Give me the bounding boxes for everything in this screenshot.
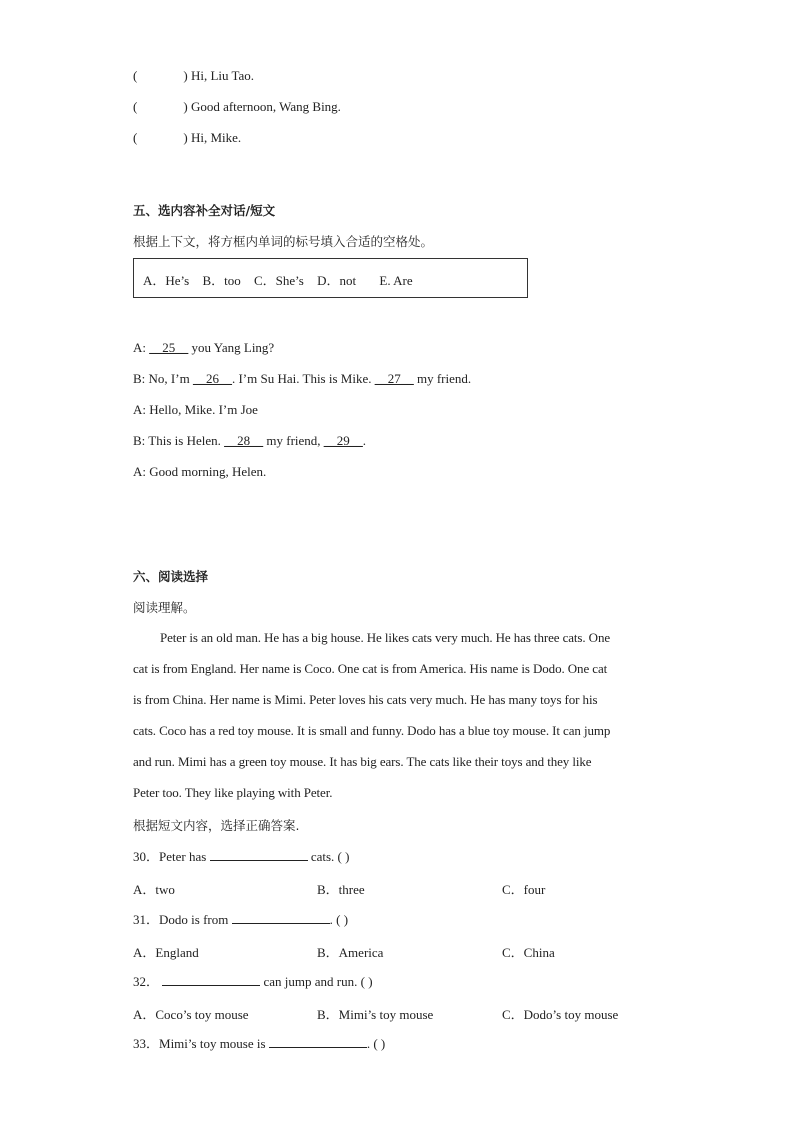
section6-title: 六、阅读选择 bbox=[133, 569, 209, 584]
q32-option-b[interactable]: B．Mimi’s toy mouse bbox=[317, 1007, 434, 1022]
passage-line: is from China. Her name is Mimi. Peter loves his cats very much. He has many toys for his bbox=[133, 692, 598, 707]
section5-instruction: 根据上下文，将方框内单词的标号填入合适的空格处。 bbox=[133, 234, 434, 249]
matching-item-1: ( ) Hi, Liu Tao. bbox=[133, 68, 255, 83]
dialogue-line-2: B: No, I’m __26__. I’m Su Hai. This is Mike. __27__ my friend. bbox=[133, 371, 472, 386]
blank-27[interactable]: __27__ bbox=[374, 371, 414, 386]
passage-line: Peter too. They like playing with Peter. bbox=[133, 785, 333, 800]
question-instruction: 根据短文内容，选择正确答案. bbox=[133, 818, 300, 833]
word-option-a: A．He’s bbox=[143, 273, 190, 288]
question-33: 33．Mimi’s toy mouse is . ( ) bbox=[133, 1036, 386, 1051]
blank-25[interactable]: __25__ bbox=[149, 340, 189, 355]
passage-line: cats. Coco has a red toy mouse. It is small and funny. Dodo has a blue toy mouse. It can jump bbox=[133, 723, 611, 738]
passage-line: and run. Mimi has a green toy mouse. It has big ears. The cats like their toys and they like bbox=[133, 754, 592, 769]
question-30: 30．Peter has cats. ( ) bbox=[133, 849, 350, 864]
matching-item-2: ( ) Good afternoon, Wang Bing. bbox=[133, 99, 341, 114]
question-32: 32． can jump and run. ( ) bbox=[133, 974, 373, 989]
blank-28[interactable]: __28__ bbox=[224, 433, 264, 448]
q31-option-a[interactable]: A．England bbox=[133, 945, 199, 960]
answer-blank[interactable] bbox=[269, 1035, 367, 1048]
matching-item-3: ( ) Hi, Mike. bbox=[133, 130, 242, 145]
q30-option-c[interactable]: C．four bbox=[502, 882, 546, 897]
word-option-e: E. Are bbox=[379, 273, 413, 288]
q32-option-c[interactable]: C．Dodo’s toy mouse bbox=[502, 1007, 619, 1022]
answer-blank[interactable] bbox=[162, 973, 260, 986]
dialogue-line-4: B: This is Helen. __28__ my friend, __29__. bbox=[133, 433, 367, 448]
section5-title: 五、选内容补全对话/短文 bbox=[133, 203, 276, 218]
answer-blank[interactable] bbox=[232, 911, 330, 924]
blank-29[interactable]: __29__ bbox=[323, 433, 363, 448]
word-option-d: D．not bbox=[317, 273, 357, 288]
q32-option-a[interactable]: A．Coco’s toy mouse bbox=[133, 1007, 249, 1022]
section6-instruction: 阅读理解。 bbox=[133, 600, 196, 615]
question-31: 31．Dodo is from . ( ) bbox=[133, 912, 349, 927]
q31-option-c[interactable]: C．China bbox=[502, 945, 555, 960]
word-bank-box bbox=[133, 258, 528, 298]
dialogue-line-3: A: Hello, Mike. I’m Joe bbox=[133, 402, 258, 417]
passage-line: cat is from England. Her name is Coco. One cat is from America. His name is Dodo. One cat bbox=[133, 661, 608, 676]
dialogue-line-5: A: Good morning, Helen. bbox=[133, 464, 267, 479]
dialogue-line-1: A: __25__ you Yang Ling? bbox=[133, 340, 275, 355]
word-option-b: B．too bbox=[202, 273, 241, 288]
q31-option-b[interactable]: B．America bbox=[317, 945, 384, 960]
blank-26[interactable]: __26__ bbox=[192, 371, 232, 386]
q30-option-a[interactable]: A．two bbox=[133, 882, 175, 897]
answer-blank[interactable] bbox=[210, 848, 308, 861]
word-option-c: C．She’s bbox=[254, 273, 304, 288]
q30-option-b[interactable]: B．three bbox=[317, 882, 365, 897]
passage-line: Peter is an old man. He has a big house. He likes cats very much. He has three cats. One bbox=[160, 630, 611, 645]
